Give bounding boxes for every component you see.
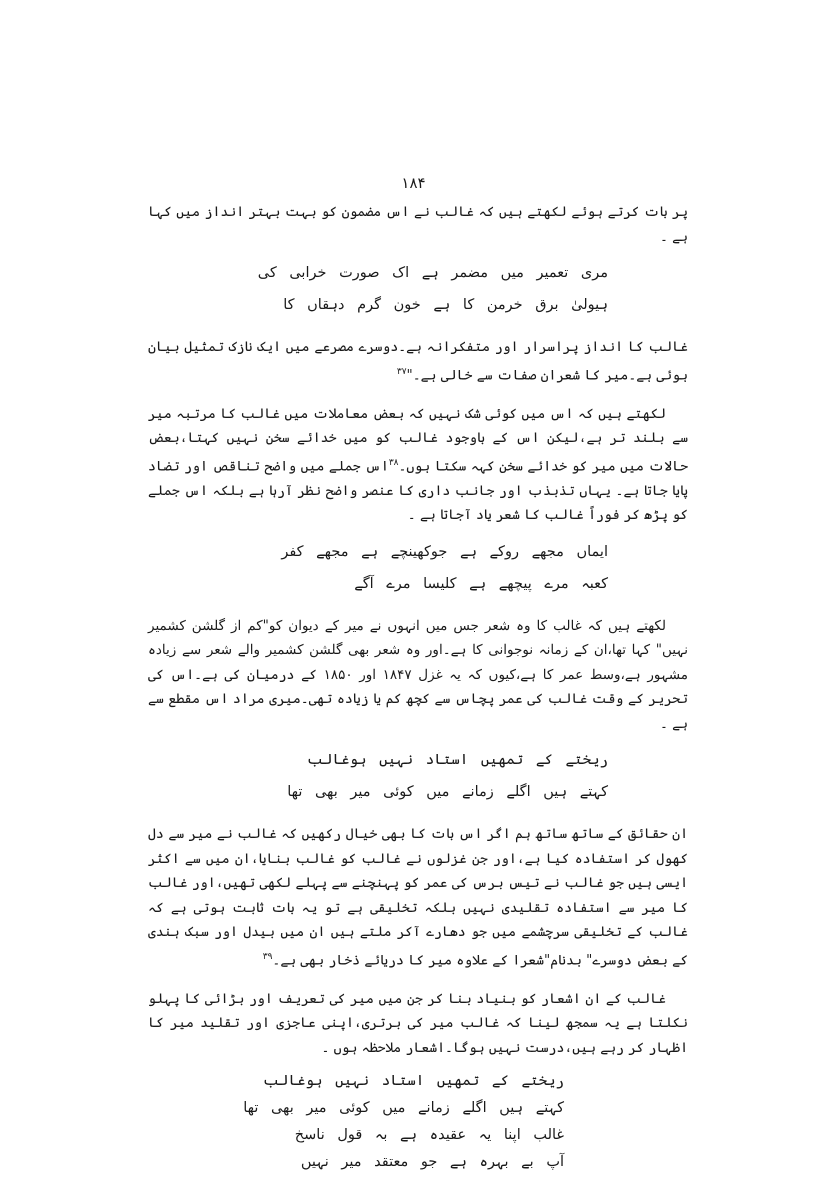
verse-line: کعبہ مرے پیچھے ہے کلیسا مرے آگے bbox=[354, 575, 608, 592]
verse-line: ریختے کے تمھیں استاد نہیں ہوغالب bbox=[263, 1073, 564, 1089]
footnote-marker: ۳۹ bbox=[262, 951, 273, 962]
verse-line: آپ بے بہرہ ہے جو معتقد میر نہیں bbox=[300, 1154, 564, 1170]
paragraph-text: ان حقائق کے ساتھ ساتھ ہم اگر اس بات کا بھی خیال رکھیں کہ غالب نے میر سے دل کھول کر استفادہ کیا ہے،اور جن غزلوں نے غالب کو غالب بنایا،ان میں سے اکثر ایسی ہیں جو غالب نے تیس برس کی عمر کو پہنچنے سے پہلے لکھی تھیں،اور غالب کا میر سے استفادہ تقلیدی نہیں بلکہ تخلیقی ہے تو یہ بات ثابت ہوتی ہے کہ غالب کے تخلیقی سرچشمے میں جو دھارے آکر ملتے ہیں ان میں بیدل اور سبک ہندی کے بعض دوسرے" بدنام"شعرا کے علاوہ میر کا دریائے ذخار بھی ہے۔ bbox=[148, 826, 688, 968]
paragraph-text: پر بات کرتے ہوئے لکھتے ہیں کہ غالب نے اس مضمون کو بہت بہتر انداز میں کہا ہے ۔ bbox=[148, 204, 688, 245]
verse-line: غالب اپنا یہ عقیدہ ہے بہ قول ناسخ bbox=[294, 1127, 564, 1143]
page-number: ۱۸۴ bbox=[401, 174, 426, 192]
verse-line: ہیولیٰ برق خرمن کا ہے خون گرم دہقاں کا bbox=[283, 297, 608, 313]
paragraph-text: لکھتے ہیں کہ غالب کا وہ شعر جس میں انہوں نے میر کے دیوان کو"کم از گلشن کشمیر نہیں" کہا تھا،ان کے زمانہ نوجوانی کا ہے۔اور وہ شعر بھی گلشن کشمیر والے شعر سے زیادہ مشہور ہے،وسط عمر کا ہے،کیوں کہ یہ غزل ۱۸۴۷ اور ۱۸۵۰ کے درمیان کی ہے۔اس کی تحریر کے وقت غالب کی عمر پچاس سے کچھ کم یا زیادہ تھی۔میری مراد اس مقطع سے ہے ۔ bbox=[148, 617, 688, 732]
paragraph bbox=[148, 200, 688, 249]
paragraph-text: غالب کے ان اشعار کو بنیاد بنا کر جن میں میر کی تعریف اور بڑائی کا پہلو نکلتا ہے یہ سمجھ لینا کہ غالب میر کی برتری،اپنی عاجزی اور تقلید میر کا اظہار کر رہے ہیں،درست نہیں ہوگا۔اشعار ملاحظہ ہوں ۔ bbox=[148, 990, 688, 1056]
verse-line: کہتے ہیں اگلے زمانے میں کوئی میر بھی تھا bbox=[243, 1100, 564, 1116]
paragraph-text: لکھتے ہیں کہ اس میں کوئی شک نہیں کہ بعض معاملات میں غالب کا مرتبہ میر سے بلند تر ہے،لیکن اس کے باوجود غالب کو میں خدائے سخن نہیں کہتا،بعض حالات میں میر کو خدائے سخن کہہ سکتا ہوں۔ bbox=[148, 405, 688, 474]
paragraph bbox=[148, 335, 688, 388]
paragraph bbox=[148, 822, 688, 973]
verse-couplet bbox=[148, 1068, 688, 1176]
footnote-marker: ۳۸ bbox=[388, 457, 399, 468]
verse-couplet bbox=[148, 257, 688, 321]
footnote-marker: ۳۷ bbox=[396, 366, 407, 377]
paragraph bbox=[148, 402, 688, 528]
paragraph-text: غالب کا انداز پراسرار اور متفکرانہ ہے۔دوسرے مصرعے میں ایک نازک تمثیل بیان ہوئی ہے۔میر کا شعران صفات سے خالی ہے۔" bbox=[148, 339, 688, 383]
paragraph bbox=[148, 614, 688, 737]
verse-couplet bbox=[148, 744, 688, 808]
verse-line: کہتے ہیں اگلے زمانے میں کوئی میر بھی تھا bbox=[287, 784, 608, 800]
verse-line: مری تعمیر میں مضمر ہے اک صورت خرابی کی bbox=[257, 265, 608, 281]
verse-line: ریختے کے تمھیں استاد نہیں ہوغالب bbox=[307, 752, 608, 768]
page-content bbox=[148, 200, 688, 1184]
paragraph bbox=[148, 987, 688, 1061]
paragraph-text-continued: اس جملے میں واضح تناقص اور تضاد پایا جاتا ہے۔ یہاں تذبذب اور جانب داری کا عنصر واضح نظر آرہا ہے بلکہ اس جملے کو پڑھ کر فوراً غالب کا شعر یاد آجاتا ہے ۔ bbox=[148, 458, 688, 523]
verse-line: ایماں مجھے روکے ہے جوکھینچے ہے مجھے کفر bbox=[281, 543, 608, 560]
verse-couplet bbox=[148, 536, 688, 600]
